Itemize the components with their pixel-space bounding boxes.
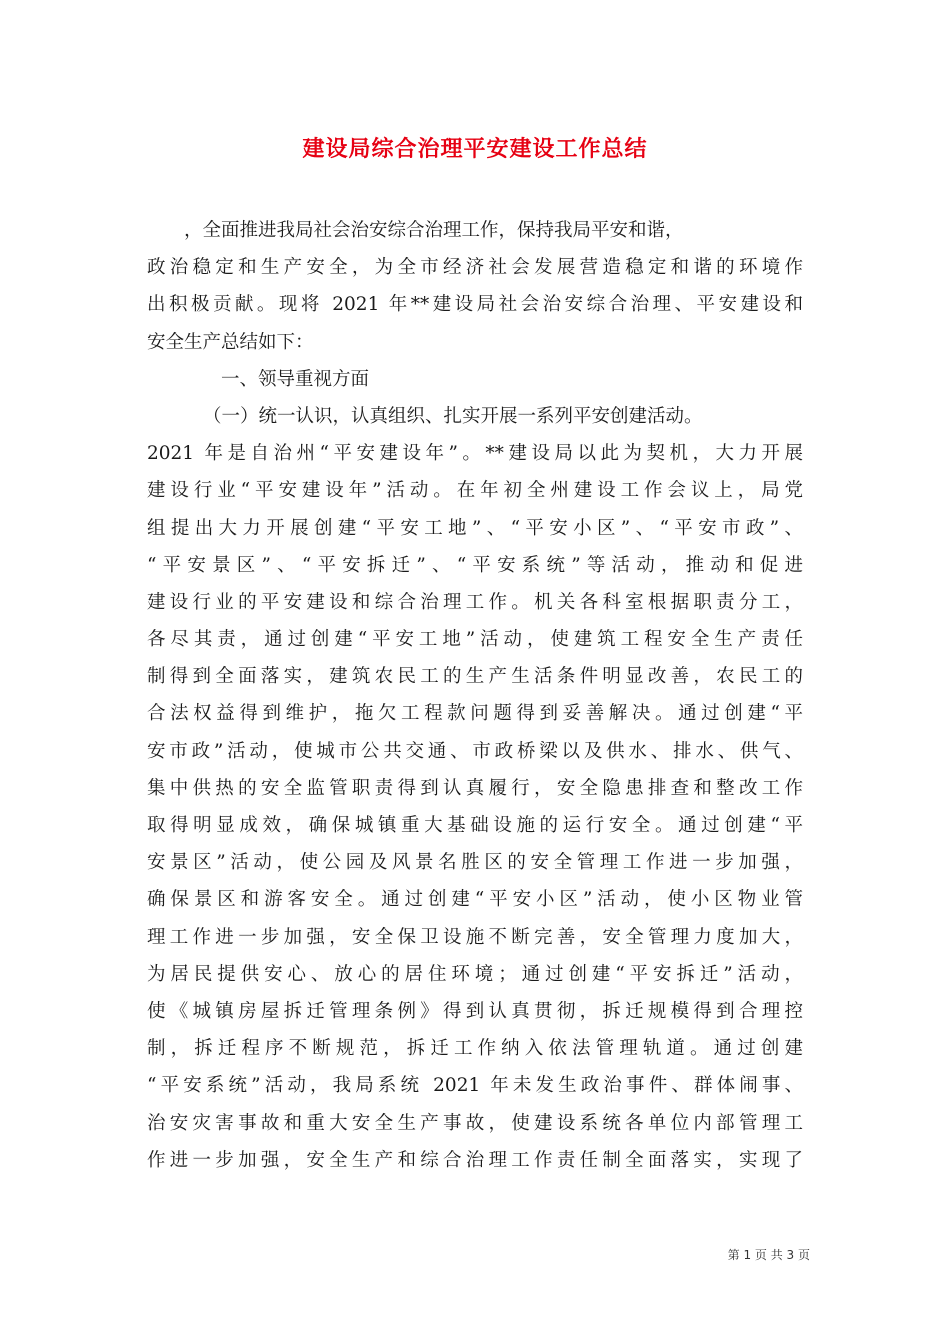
text-line: 建设行业的平安建设和综合治理工作。机关各科室根据职责分工， — [147, 591, 803, 613]
text-line: 各尽其责，通过创建“平安工地”活动，使建筑工程安全生产责任 — [147, 629, 803, 651]
text-line: 安景区”活动，使公园及风景名胜区的安全管理工作进一步加强， — [147, 852, 803, 874]
text-line: 政治稳定和生产安全，为全市经济社会发展营造稳定和谐的环境作 — [147, 257, 803, 279]
text-line: 取得明显成效，确保城镇重大基础设施的运行安全。通过创建“平 — [147, 815, 803, 836]
text-line: 作进一步加强，安全生产和综合治理工作责任制全面落实，实现了 — [147, 1149, 803, 1171]
text-line: 安全生产总结如下： — [147, 331, 314, 353]
document-title: 建设局综合治理平安建设工作总结 — [302, 137, 648, 162]
text-line: （一）统一认识，认真组织、扎实开展一系列平安创建活动。 — [203, 405, 703, 427]
text-line: 确保景区和游客安全。通过创建“平安小区”活动，使小区物业管 — [147, 889, 803, 911]
text-line: “平安系统”活动，我局系统 2021 年未发生政治事件、群体闹事、 — [147, 1075, 803, 1097]
text-line: 一、领导重视方面 — [221, 368, 370, 390]
text-line: ，全面推进我局社会治安综合治理工作，保持我局平安和谐， — [184, 220, 684, 241]
text-line: 为居民提供安心、放心的居住环境；通过创建“平安拆迁”活动， — [147, 963, 803, 985]
text-line: 出积极贡献。现将 2021 年**建设局社会治安综合治理、平安建设和 — [147, 294, 803, 316]
text-line: 治安灾害事故和重大安全生产事故，使建设系统各单位内部管理工 — [147, 1112, 803, 1134]
page-footer: 第 1 页 共 3 页 — [727, 1248, 810, 1262]
text-line: 使《城镇房屋拆迁管理条例》得到认真贯彻，拆迁规模得到合理控 — [147, 1000, 803, 1022]
text-line: 制，拆迁程序不断规范，拆迁工作纳入依法管理轨道。通过创建 — [147, 1038, 803, 1060]
text-line: 建设行业“平安建设年”活动。在年初全州建设工作会议上，局党 — [147, 480, 803, 502]
text-line: 2021 年是自治州“平安建设年”。**建设局以此为契机，大力开展 — [147, 443, 803, 465]
text-line: 安市政”活动，使城市公共交通、市政桥梁以及供水、排水、供气、 — [147, 740, 803, 762]
text-line: 制得到全面落实，建筑农民工的生产生活条件明显改善，农民工的 — [147, 666, 803, 688]
text-line: 集中供热的安全监管职责得到认真履行，安全隐患排查和整改工作 — [147, 777, 803, 799]
text-line: 合法权益得到维护，拖欠工程款问题得到妥善解决。通过创建“平 — [147, 703, 803, 725]
text-line: 组提出大力开展创建“平安工地”、“平安小区”、“平安市政”、 — [147, 517, 803, 539]
text-line: 理工作进一步加强，安全保卫设施不断完善，安全管理力度加大， — [147, 926, 803, 948]
document-body — [147, 212, 803, 1179]
text-line: “平安景区”、“平安拆迁”、“平安系统”等活动，推动和促进 — [147, 554, 803, 576]
